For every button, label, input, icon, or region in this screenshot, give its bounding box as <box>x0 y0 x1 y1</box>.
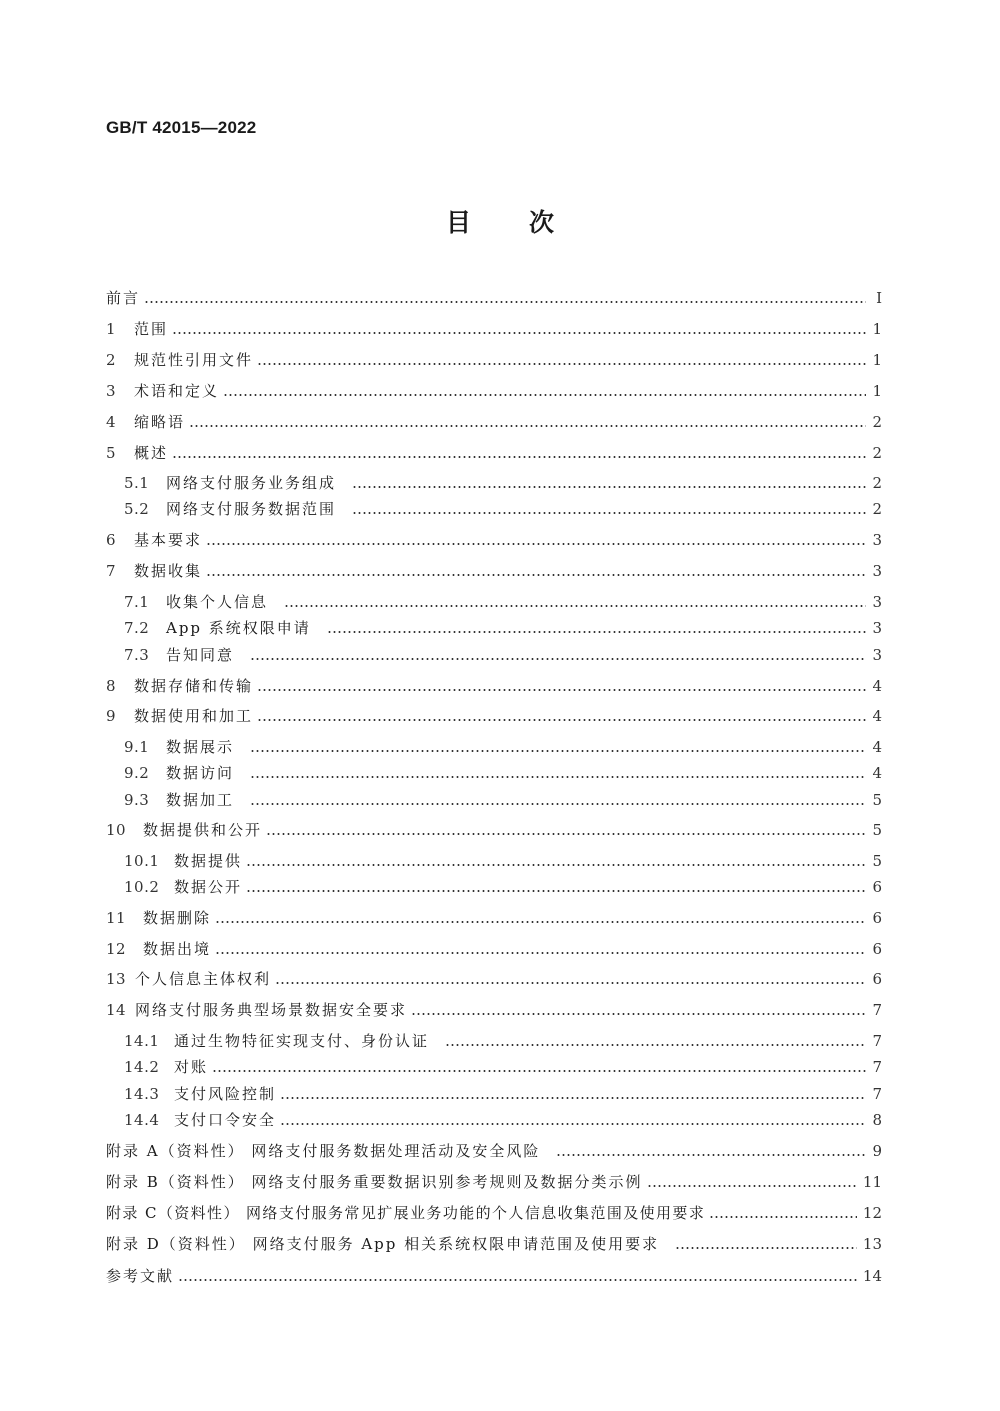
toc-leader-dots <box>352 472 866 494</box>
toc-leader-dots <box>275 968 866 990</box>
toc-entry-page: 8 <box>872 1111 882 1129</box>
toc-leader-dots <box>206 529 866 551</box>
toc-entry-label: 概述 <box>134 444 169 462</box>
toc-entry-number: 5 <box>106 444 117 462</box>
toc-entry-page: 4 <box>872 764 882 782</box>
toc-entry-number: 5.1 <box>124 474 150 492</box>
toc-subentry[interactable] <box>124 1056 882 1078</box>
toc-entry-label: 参考文献 <box>106 1267 175 1285</box>
toc-leader-dots <box>675 1233 857 1255</box>
toc-leader-dots <box>172 318 866 340</box>
toc-entry-page: 7 <box>872 1032 882 1050</box>
toc-entry-label: 附录 C（资料性） 网络支付服务常见扩展业务功能的个人信息收集范围及使用要求 <box>106 1204 706 1222</box>
toc-subentry[interactable] <box>124 617 882 639</box>
toc-entry-number: 5.2 <box>124 500 150 518</box>
toc-leader-dots <box>647 1171 857 1193</box>
toc-leader-dots <box>215 907 866 929</box>
toc-entry-number: 14.2 <box>124 1058 160 1076</box>
toc-entry-number: 10.1 <box>124 852 160 870</box>
toc-leader-dots <box>246 876 866 898</box>
toc-leader-dots <box>250 762 866 784</box>
toc-entry[interactable] <box>106 1265 882 1287</box>
toc-appendix-entry[interactable] <box>106 1140 882 1162</box>
toc-entry[interactable] <box>106 318 882 340</box>
toc-appendix-entry[interactable] <box>106 1233 882 1255</box>
toc-leader-dots <box>178 1265 857 1287</box>
toc-entry-label: 附录 D（资料性） 网络支付服务 App 相关系统权限申请范围及使用要求 <box>106 1235 660 1253</box>
toc-entry-number: 4 <box>106 413 117 431</box>
toc-entry-label: 基本要求 <box>134 531 203 549</box>
toc-leader-dots <box>250 736 866 758</box>
toc-entry-page: 5 <box>872 821 882 839</box>
toc-entry-label: 规范性引用文件 <box>134 351 254 369</box>
toc-leader-dots <box>257 349 866 371</box>
toc-entry[interactable] <box>106 380 882 402</box>
toc-subentry[interactable] <box>124 498 882 520</box>
toc-entry-label: 支付口令安全 <box>174 1111 277 1129</box>
toc-entry-page: 6 <box>872 970 882 988</box>
toc-leader-dots <box>246 850 866 872</box>
toc-entry-number: 7.1 <box>124 593 150 611</box>
toc-entry-number: 3 <box>106 382 117 400</box>
toc-leader-dots <box>215 938 866 960</box>
toc-leader-dots <box>250 789 866 811</box>
toc-entry-label: 通过生物特征实现支付、身份认证 <box>174 1032 430 1050</box>
toc-entry-page: 4 <box>872 738 882 756</box>
toc-entry-label: 网络支付服务典型场景数据安全要求 <box>135 1001 408 1019</box>
toc-entry-page: 6 <box>872 940 882 958</box>
toc-entry-number: 13 <box>106 970 127 988</box>
toc-entry-number: 14.1 <box>124 1032 160 1050</box>
toc-entry-number: 7.3 <box>124 646 150 664</box>
toc-entry-number: 14 <box>106 1001 127 1019</box>
toc-entry-number: 7 <box>106 562 117 580</box>
toc-entry-label: 附录 A（资料性） 网络支付服务数据处理活动及安全风险 <box>106 1142 541 1160</box>
toc-entry-page: 3 <box>872 646 882 664</box>
toc-leader-dots <box>352 498 866 520</box>
toc-leader-dots <box>280 1109 866 1131</box>
toc-subentry[interactable] <box>124 789 882 811</box>
toc-entry[interactable] <box>106 349 882 371</box>
toc-entry-number: 8 <box>106 677 117 695</box>
toc-subentry[interactable] <box>124 762 882 784</box>
toc-entry-page: 11 <box>862 1173 882 1191</box>
toc-entry-number: 1 <box>106 320 117 338</box>
toc-leader-dots <box>172 442 866 464</box>
toc-subentry[interactable] <box>124 644 882 666</box>
toc-entry-label: 数据收集 <box>134 562 203 580</box>
toc-subentry[interactable] <box>124 850 882 872</box>
standard-code: GB/T 42015—2022 <box>106 118 257 137</box>
toc-entry-label: 网络支付服务数据范围 <box>166 500 337 518</box>
toc-entry-page: I <box>876 289 882 307</box>
toc-leader-dots <box>206 560 866 582</box>
toc-entry-page: 1 <box>872 382 882 400</box>
toc-appendix-entry[interactable] <box>106 1171 882 1193</box>
toc-entry-page: 7 <box>872 1085 882 1103</box>
toc-entry-label: 前言 <box>106 289 141 307</box>
toc-entry-page: 6 <box>872 909 882 927</box>
toc-entry-number: 14.3 <box>124 1085 160 1103</box>
toc-entry-number: 10.2 <box>124 878 160 896</box>
toc-entry-number: 7.2 <box>124 619 150 637</box>
toc-leader-dots <box>212 1056 866 1078</box>
toc-leader-dots <box>144 287 866 309</box>
toc-leader-dots <box>257 705 866 727</box>
toc-leader-dots <box>266 819 866 841</box>
toc-subentry[interactable] <box>124 472 882 494</box>
toc-leader-dots <box>709 1202 857 1224</box>
toc-entry-page: 7 <box>872 1058 882 1076</box>
toc-leader-dots <box>257 675 866 697</box>
toc-entry-label: 网络支付服务业务组成 <box>166 474 337 492</box>
toc-leader-dots <box>284 591 866 613</box>
toc-entry-page: 1 <box>872 351 882 369</box>
toc-leader-dots <box>556 1140 866 1162</box>
toc-entry-page: 2 <box>872 500 882 518</box>
toc-entry-label: 范围 <box>134 320 169 338</box>
toc-entry-page: 3 <box>872 593 882 611</box>
toc-subentry[interactable] <box>124 1083 882 1105</box>
toc-title-text: 目次 <box>445 208 612 237</box>
toc-entry-page: 1 <box>872 320 882 338</box>
toc-entry[interactable] <box>106 442 882 464</box>
toc-entry-page: 2 <box>872 474 882 492</box>
toc-entry[interactable] <box>106 287 882 309</box>
toc-entry-label: 数据提供 <box>174 852 243 870</box>
toc-entry-page: 5 <box>872 852 882 870</box>
toc-entry[interactable] <box>106 560 882 582</box>
toc-entry-number: 9.2 <box>124 764 150 782</box>
toc-entry[interactable] <box>106 968 882 990</box>
toc-entry-page: 6 <box>872 878 882 896</box>
toc-entry-label: 数据公开 <box>174 878 243 896</box>
toc-entry[interactable] <box>106 675 882 697</box>
toc-entry-page: 4 <box>872 677 882 695</box>
toc-entry-label: 支付风险控制 <box>174 1085 277 1103</box>
toc-entry-label: 告知同意 <box>166 646 235 664</box>
toc-entry-page: 2 <box>872 413 882 431</box>
toc-subentry[interactable] <box>124 876 882 898</box>
toc-entry-label: 收集个人信息 <box>166 593 269 611</box>
toc-entry-page: 2 <box>872 444 882 462</box>
toc-leader-dots <box>189 411 866 433</box>
toc-subentry[interactable] <box>124 1030 882 1052</box>
toc-leader-dots <box>445 1030 866 1052</box>
toc-entry[interactable] <box>106 819 882 841</box>
toc-entry-label: 数据展示 <box>166 738 235 756</box>
toc-entry-number: 9.1 <box>124 738 150 756</box>
toc-entry[interactable] <box>106 907 882 929</box>
toc-leader-dots <box>280 1083 866 1105</box>
toc-entry-label: App 系统权限申请 <box>166 619 311 637</box>
toc-entry[interactable] <box>106 938 882 960</box>
toc-entry-label: 数据提供和公开 <box>143 821 263 839</box>
toc-entry-number: 10 <box>106 821 127 839</box>
toc-entry-page: 12 <box>862 1204 882 1222</box>
toc-subentry[interactable] <box>124 736 882 758</box>
toc-entry-page: 3 <box>872 619 882 637</box>
toc-leader-dots <box>411 999 866 1021</box>
toc-leader-dots <box>327 617 866 639</box>
toc-entry-page: 4 <box>872 707 882 725</box>
toc-entry-page: 14 <box>862 1267 882 1285</box>
toc-entry[interactable] <box>106 411 882 433</box>
toc-entry-number: 11 <box>106 909 127 927</box>
toc-entry-page: 3 <box>872 562 882 580</box>
toc-entry-label: 术语和定义 <box>134 382 220 400</box>
toc-entry-label: 数据删除 <box>143 909 212 927</box>
toc-entry-page: 5 <box>872 791 882 809</box>
toc-subentry[interactable] <box>124 1109 882 1131</box>
toc-entry-label: 数据出境 <box>143 940 212 958</box>
toc-entry[interactable] <box>106 999 882 1021</box>
toc-subentry[interactable] <box>124 591 882 613</box>
toc-appendix-entry[interactable] <box>106 1202 882 1224</box>
toc-entry-page: 3 <box>872 531 882 549</box>
toc-entry-label: 缩略语 <box>134 413 186 431</box>
toc-entry-label: 数据使用和加工 <box>134 707 254 725</box>
toc-entry-number: 6 <box>106 531 117 549</box>
toc-entry-label: 数据存储和传输 <box>134 677 254 695</box>
toc-entry-label: 数据访问 <box>166 764 235 782</box>
toc-leader-dots <box>223 380 866 402</box>
toc-leader-dots <box>250 644 866 666</box>
toc-entry-number: 12 <box>106 940 127 958</box>
toc-entry-label: 对账 <box>174 1058 209 1076</box>
toc-entry-number: 14.4 <box>124 1111 160 1129</box>
toc-entry-page: 7 <box>872 1001 882 1019</box>
toc-entry[interactable] <box>106 529 882 551</box>
toc-entry-label: 个人信息主体权利 <box>135 970 272 988</box>
toc-entry-number: 2 <box>106 351 117 369</box>
toc-entry-number: 9.3 <box>124 791 150 809</box>
toc-entry-page: 13 <box>862 1235 882 1253</box>
toc-entry[interactable] <box>106 705 882 727</box>
toc-entry-number: 9 <box>106 707 117 725</box>
toc-entry-label: 附录 B（资料性） 网络支付服务重要数据识别参考规则及数据分类示例 <box>106 1173 643 1191</box>
toc-entry-label: 数据加工 <box>166 791 235 809</box>
toc-entry-page: 9 <box>872 1142 882 1160</box>
